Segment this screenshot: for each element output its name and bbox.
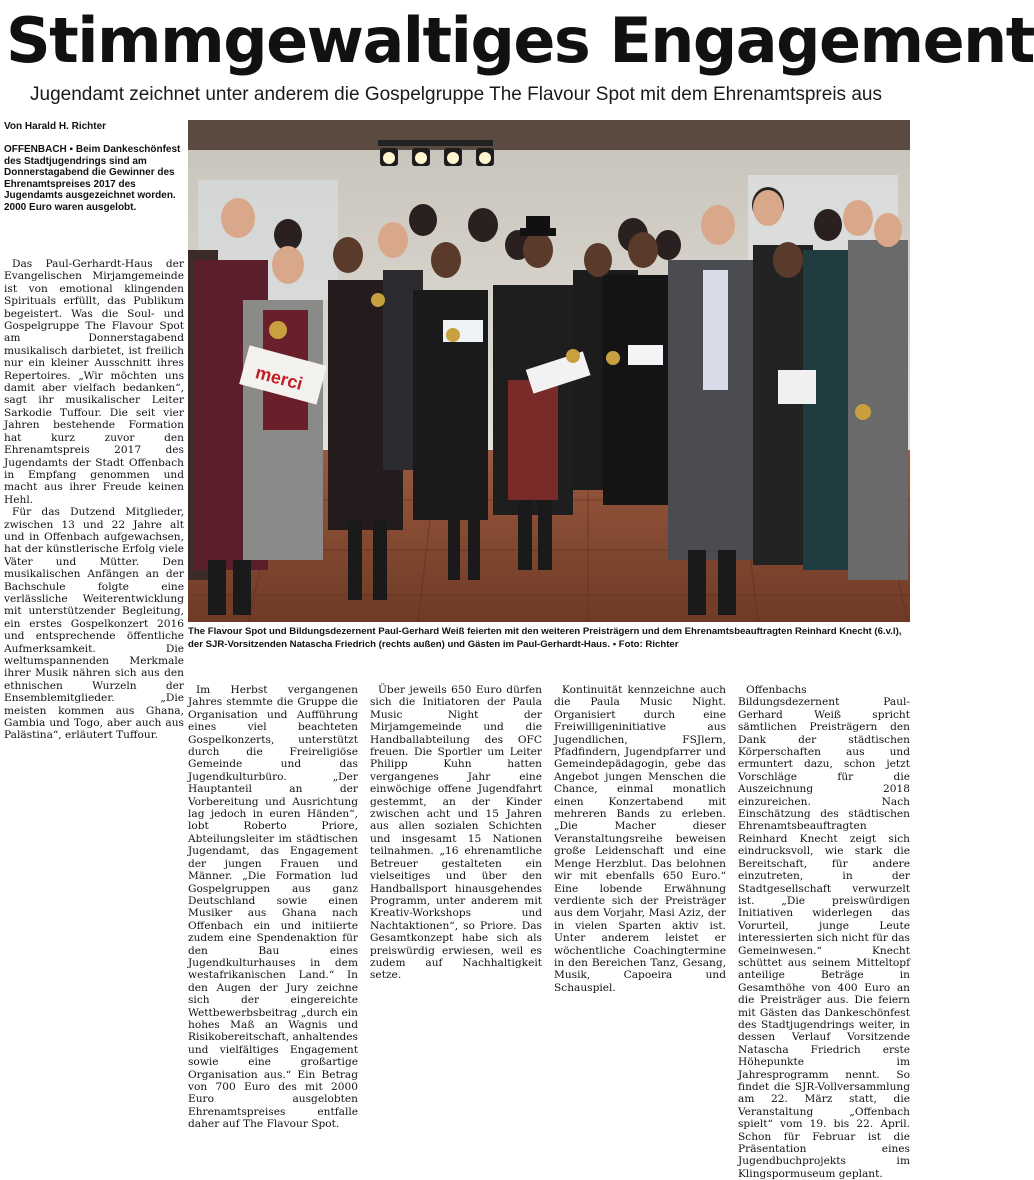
lead-paragraph: OFFENBACH ▪ Beim Dankeschönfest des Stadtjugendrings sind am Donnerstagabend die Gewinner des Ehrenamtspreises 2017 des Jugendamts ausgezeichnet worden. 2000 Euro waren ausgelobt. xyxy=(4,144,181,213)
merci-sign-text: merci xyxy=(253,362,305,394)
text-column-2 xyxy=(188,684,358,1131)
body-paragraph-1: Das Paul-Gerhardt-Haus der Evangelischen Mirjamgemeinde ist von emotional klingenden Spirituals erfüllt, das Publikum begeistert. Was die Soul- und Gospelgruppe The Flavour Spot am Donnerstagabend musikalisch darbietet, ist freilich nur ein kleiner Ausschnitt ihres Repertoires. „Wir möchten uns damit aber vielfach bedanken“, sagt ihr musikalischer Leiter Sarkodie Tuffour. Die seit vier Jahren bestehende Formation hat kurz zuvor den Ehrenamtspreis 2017 des Jugendamts der Stadt Offenbach in Empfang genommen und macht aus ihrer Freude keinen Hehl. xyxy=(4,258,184,506)
text-column-4 xyxy=(554,684,726,1053)
text-column-3 xyxy=(370,684,542,1053)
group-photo xyxy=(188,120,910,622)
body-paragraph-4: Über jeweils 650 Euro dürfen sich die Initiatoren der Paula Music Night der Mirjamgemeinde und die Handballabteilung des OFC freuen. Die Sportler um Leiter Philipp Kuhn hatten vergangenes Jahr eine einwöchige offene Jugendfahrt gestemmt, an der Kinder zwischen acht und 15 Jahren aus allen sozialen Schichten und insgesamt 15 Nationen teilnahmen. „16 ehrenamtliche Betreuer gestalteten ein vielseitiges und über den Handballsport hinausgehendes Programm, unter anderem mit Kreativ-Workshops und Nachtaktionen“, so Priore. Das Gesamtkonzept habe sich als preiswürdig erwiesen, weil es zudem auf Nachhaltigkeit setze. xyxy=(370,684,542,982)
body-paragraph-6: Offenbachs Bildungsdezernent Paul-Gerhard Weiß spricht sämtlichen Preisträgern den Dank der städtischen Körperschaften aus und ermuntert dazu, schon jetzt Vorschläge für die Auszeichnung 2018 einzureichen. Nach Einschätzung des städtischen Ehrenamtsbeauftragten Reinhard Knecht zeigt sich eindrucksvoll, wie stark die Bereitschaft, für andere einzutreten, in der Stadtgesellschaft verwurzelt ist. „Die preiswürdigen Initiativen widerlegen das Vorurteil, junge Leute interessierten sich nicht für das Gemeinwesen.“ Knecht schüttet aus seinem Mitteltopf anteilige Beträge in Gesamthöhe von 400 Euro an die Preisträger aus. Die feiern mit Gästen das Dankeschönfest des Stadtjugendrings weiter, in dessen Verlauf Vorsitzende Natascha Friedrich erste Höhepunkte im Jahresprogramm nennt. So findet die SJR-Vollversammlung am 22. März statt, die Veranstaltung „Offenbach spielt“ vom 19. bis 22. April. Schon für Februar ist die Präsentation eines Jugendbuchprojekts im Klingspormuseum geplant. xyxy=(738,684,910,1180)
byline: Von Harald H. Richter xyxy=(4,121,107,132)
text-column-1 xyxy=(4,258,184,1053)
body-paragraph-3: Im Herbst vergangenen Jahres stemmte die Gruppe die Organisation und Aufführung eines viel beachteten Gospelkonzerts, unterstützt durch die Freireligiöse Gemeinde und das Jugendkulturbüro. „Der Hauptanteil an der Vorbereitung und Ausrichtung lag jedoch in euren Händen“, lobt Roberto Priore, Abteilungsleiter im städtischen Jugendamt, das Engagement der jungen Frauen und Männer. „Die Formation lud Gospelgruppen aus ganz Deutschland sowie einen Musiker aus Ghana nach Offenbach ein und initiierte zudem eine Spendenaktion für den Bau eines Jugendkulturhauses in dem westafrikanischen Land.“ In den Augen der Jury zeichne sich der eingereichte Wettbewerbsbeitrag „durch ein hohes Maß an Wagnis und Risikobereitschaft, anhaltendes und vielfältiges Engagement sowie eine großartige Organisation aus.“ Ein Betrag von 700 Euro des mit 2000 Euro ausgelobten Ehrenamtspreises entfalle daher auf The Flavour Spot. xyxy=(188,684,358,1131)
dateline: OFFENBACH xyxy=(4,144,67,155)
body-paragraph-2: Für das Dutzend Mitglieder, zwischen 13 und 22 Jahre alt und in Offenbach aufgewachsen, hat der künstlerische Erfolg viele Väter und Mütter. Den musikalischen Anfängen an der Bachschule folgte eine verlässliche Weiterentwicklung mit unterstützender Begleitung, ein erstes Gospelkonzert 2016 und entsprechende öffentliche Aufmerksamkeit. Die weltumspannenden Merkmale ihrer Musik nähren sich aus den ethnischen Wurzeln der Ensemblemitglieder. „Die meisten kommen aus Ghana, Gambia und Togo, aber auch aus Palästina“, erläutert Tuffour. xyxy=(4,506,184,742)
photo-caption: The Flavour Spot und Bildungsdezernent Paul-Gerhard Weiß feierten mit den weiteren Preisträgern und dem Ehrenamtsbeauftragten Reinhard Knecht (6.v.l), der SJR-Vorsitzenden Natascha Friedrich (rechts außen) und Gästen im Paul-Gerhardt-Haus. ▪ Foto: Richter xyxy=(188,626,902,650)
subheadline: Jugendamt zeichnet unter anderem die Gospelgruppe The Flavour Spot mit dem Ehrenamtspreis aus xyxy=(30,84,882,105)
group-photo-illustration xyxy=(188,120,910,622)
body-paragraph-5: Kontinuität kennzeichne auch die Paula Music Night. Organisiert durch eine Freiwilligeninitiative aus Jugendlichen, FSJlern, Pfadfindern, Jugendpfarrer und Gemeindepädagogin, gebe das Angebot jungen Menschen die Chance, einmal monatlich einen Konzertabend mit mehreren Bands zu erleben. „Die Macher dieser Veranstaltungsreihe beweisen große Leidenschaft und eine Menge Herzblut. Das belohnen wir mit ebenfalls 650 Euro.“ Eine lobende Erwähnung verdiente sich der Preisträger aus dem Vorjahr, Masi Aziz, der in vielen Sparten aktiv ist. Unter anderem leistet er wöchentliche Coachingtermine in den Bereichen Tanz, Gesang, Musik, Capoeira und Schauspiel. xyxy=(554,684,726,994)
headline: Stimmgewaltiges Engagement xyxy=(6,4,1034,77)
lead-text: Beim Dankeschönfest des Stadtjugendrings sind am Donnerstagabend die Gewinner des Ehrenamtspreises 2017 des Jugendamts ausgezeichnet worden. 2000 Euro waren ausgelobt. xyxy=(4,144,181,213)
text-column-5 xyxy=(738,684,910,1180)
